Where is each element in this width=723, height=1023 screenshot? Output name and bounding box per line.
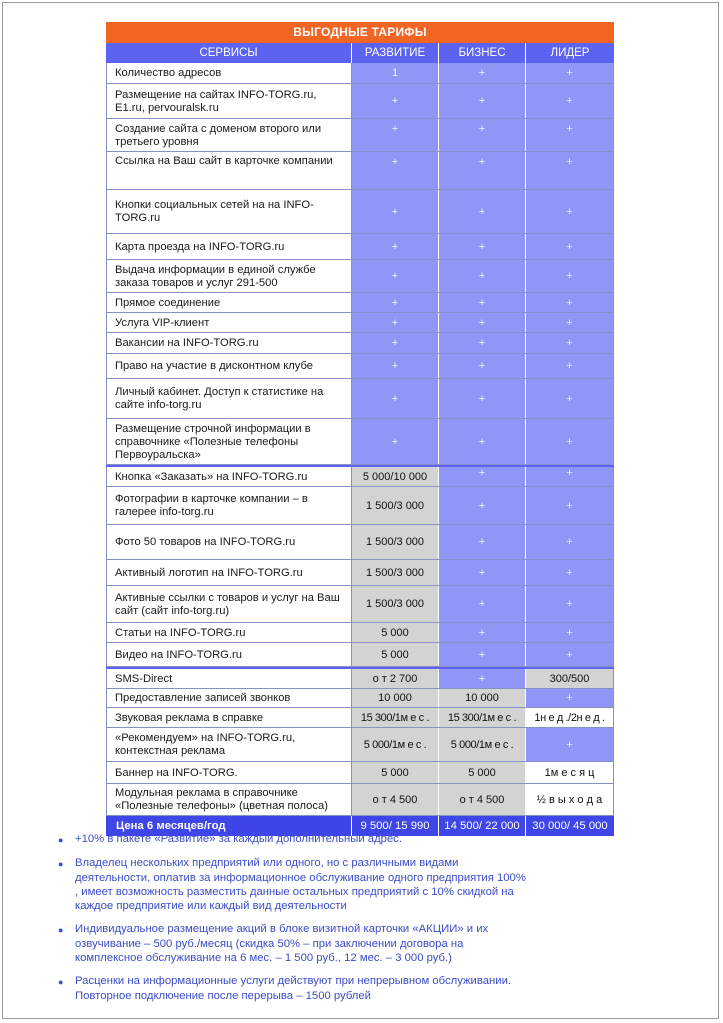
cell-biznes: 15 300/1м е с . [439,708,526,727]
service-label: Активный логотип на INFO-TORG.ru [106,560,352,585]
service-label: Право на участие в дисконтном клубе [106,354,352,378]
service-label: Статьи на INFO-TORG.ru [106,623,352,642]
cell-razvitie: + [352,354,439,378]
cell-biznes: 10 000 [439,689,526,707]
table-row [106,190,614,234]
cell-lider: ½ в ы х о д а [526,784,614,815]
cell-lider: 300/500 [526,669,614,688]
service-label: Кнопки социальных сетей на на INFO-TORG.ru [106,190,352,233]
table-row [106,379,614,419]
cell-lider: + [526,643,614,666]
cell-lider: + [526,313,614,332]
service-label: Прямое соединение [106,293,352,312]
table-row [106,762,614,784]
service-label: Размещение строчной информации в справочнике «Полезные телефоны Первоуральска» [106,419,352,464]
service-label: Фотографии в карточке компании – в галерее info-torg.ru [106,487,352,524]
cell-lider: 1м е с я ц [526,762,614,783]
cell-razvitie: + [352,419,439,464]
table-row [106,63,614,84]
cell-lider: + [526,728,614,761]
table-row [106,419,614,465]
cell-biznes: + [439,260,526,292]
cell-biznes: + [439,379,526,418]
cell-lider: + [526,487,614,524]
cell-razvitie: + [352,260,439,292]
service-label: Модульная реклама в справочнике «Полезные телефоны» (цветная полоса) [106,784,352,815]
header-lider: ЛИДЕР [550,47,590,59]
cell-razvitie: 5 000/10 000 [352,467,439,486]
table-row [106,667,614,689]
price-biznes: 14 500/ 22 000 [439,816,526,836]
note-text: Владелец нескольких предприятий или одного, но с различными видами деятельности, оплатив за информационное обслуживание одного предприятия 100% , имеет возможность разместить данные остальных предприятий с 10% скидкой на каждое предприятие или каждый вид деятельности [75,857,526,913]
cell-razvitie: + [352,190,439,233]
header-services: СЕРВИСЫ [106,43,352,63]
notes-list [58,832,528,1012]
cell-biznes: + [439,419,526,464]
cell-razvitie: 15 300/1м е с . [352,708,439,727]
cell-lider: + [526,379,614,418]
cell-lider: 1н е д ./2н е д . [526,708,614,727]
cell-razvitie: + [352,152,439,189]
service-label: Предоставление записей звонков [106,689,352,707]
service-label: Услуга VIP-клиент [106,313,352,332]
cell-razvitie: + [352,234,439,259]
table-row [106,313,614,333]
bullet-icon: ● [58,835,64,845]
table-title: ВЫГОДНЫЕ ТАРИФЫ [106,22,614,43]
service-label: Количество адресов [106,63,352,83]
cell-razvitie: 5 000 [352,643,439,666]
service-label: Звуковая реклама в справке [106,708,352,727]
table-row [106,119,614,152]
cell-razvitie: + [352,119,439,151]
cell-biznes: + [439,487,526,524]
service-label: Личный кабинет. Доступ к статистике на сайте info-torg.ru [106,379,352,418]
bullet-icon: ● [58,925,64,936]
table-row [106,487,614,525]
note-item [58,832,528,847]
note-item [58,922,528,965]
cell-lider: + [526,467,614,486]
cell-lider: + [526,354,614,378]
cell-lider: + [526,586,614,622]
service-label: «Рекомендуем» на INFO-TORG.ru, контекстная реклама [106,728,352,761]
cell-lider: + [526,333,614,353]
table-header [106,43,614,63]
service-label: Баннер на INFO-TORG. [106,762,352,783]
cell-biznes: + [439,333,526,353]
cell-razvitie: 1 500/3 000 [352,487,439,524]
table-row [106,465,614,487]
table-row [106,354,614,379]
table-row [106,728,614,762]
service-label: Размещение на сайтах INFO-TORG.ru, E1.ru, pervouralsk.ru [106,84,352,118]
note-text: Расценки на информационные услуги действуют при непрерывном обслуживании. Повторное подключение после перерыва – 1500 рублей [75,975,512,1002]
note-item [58,974,528,1003]
cell-lider: + [526,190,614,233]
cell-biznes: + [439,63,526,83]
cell-razvitie: 5 000/1м е с . [352,728,439,761]
cell-biznes: 5 000 [439,762,526,783]
table-row [106,260,614,293]
table-row [106,708,614,728]
service-label: Выдача информации в единой службе заказа товаров и услуг 291-500 [106,260,352,292]
cell-biznes: + [439,669,526,688]
cell-biznes: + [439,152,526,189]
cell-biznes: + [439,234,526,259]
service-label: Карта проезда на INFO-TORG.ru [106,234,352,259]
table-row [106,586,614,623]
cell-razvitie: 1 500/3 000 [352,525,439,559]
price-razvitie: 9 500/ 15 990 [352,816,439,836]
cell-razvitie: + [352,293,439,312]
cell-razvitie: 1 500/3 000 [352,586,439,622]
cell-lider: + [526,152,614,189]
service-label: Кнопка «Заказать» на INFO-TORG.ru [106,467,352,486]
cell-lider: + [526,689,614,707]
cell-razvitie: 5 000 [352,762,439,783]
cell-razvitie: + [352,333,439,353]
cell-lider: + [526,623,614,642]
cell-biznes: + [439,560,526,585]
table-row [106,525,614,560]
service-label: Активные ссылки с товаров и услуг на Ваш сайт (сайт info-torg.ru) [106,586,352,622]
cell-biznes: + [439,84,526,118]
cell-razvitie: 1 500/3 000 [352,560,439,585]
table-row [106,293,614,313]
note-text: Индивидуальное размещение акций в блоке визитной карточки «АКЦИИ» и их озвучивание – 500 руб./месяц (скидка 50% – при заключении договора на комплексное обслуживание на 6 мес. – 1 500 руб., 12 мес. – 3 000 руб.) [75,923,489,965]
price-lider: 30 000/ 45 000 [532,820,608,832]
cell-biznes: + [439,467,526,486]
cell-razvitie: + [352,313,439,332]
cell-razvitie: о т 2 700 [352,669,439,688]
cell-razvitie: 5 000 [352,623,439,642]
cell-lider: + [526,560,614,585]
cell-biznes: + [439,354,526,378]
note-text: +10% в пакете «Развитие» за каждый дополнительный адрес. [75,833,403,845]
cell-razvitie: + [352,84,439,118]
price-label: Цена 6 месяцев/год [106,816,352,836]
table-row [106,689,614,708]
cell-biznes: + [439,119,526,151]
service-label: Вакансии на INFO-TORG.ru [106,333,352,353]
cell-lider: + [526,293,614,312]
cell-razvitie: 1 [352,63,439,83]
cell-biznes: + [439,525,526,559]
table-row [106,84,614,119]
cell-lider: + [526,234,614,259]
cell-biznes: о т 4 500 [439,784,526,815]
cell-biznes: + [439,643,526,666]
table-row [106,560,614,586]
cell-lider: + [526,84,614,118]
cell-biznes: + [439,313,526,332]
cell-biznes: 5 000/1м е с . [439,728,526,761]
service-label: Ссылка на Ваш сайт в карточке компании [106,152,352,189]
service-label: SMS-Direct [106,669,352,688]
bullet-icon: ● [58,977,64,988]
cell-biznes: + [439,293,526,312]
service-label: Создание сайта с доменом второго или третьего уровня [106,119,352,151]
cell-lider: + [526,63,614,83]
cell-razvitie: о т 4 500 [352,784,439,815]
header-biznes: БИЗНЕС [439,43,526,63]
cell-lider: + [526,419,614,464]
table-row [106,234,614,260]
cell-lider: + [526,525,614,559]
cell-biznes: + [439,623,526,642]
bullet-icon: ● [58,859,64,870]
cell-razvitie: + [352,379,439,418]
header-razvitie: РАЗВИТИЕ [352,43,439,63]
service-label: Видео на INFO-TORG.ru [106,643,352,666]
cell-lider: + [526,260,614,292]
table-row [106,784,614,816]
tariff-table [106,22,614,836]
cell-biznes: + [439,190,526,233]
table-row [106,333,614,354]
service-label: Фото 50 товаров на INFO-TORG.ru [106,525,352,559]
cell-razvitie: 10 000 [352,689,439,707]
note-item [58,856,528,913]
cell-lider: + [526,119,614,151]
table-row [106,623,614,643]
cell-biznes: + [439,586,526,622]
table-row [106,643,614,667]
table-row [106,152,614,190]
